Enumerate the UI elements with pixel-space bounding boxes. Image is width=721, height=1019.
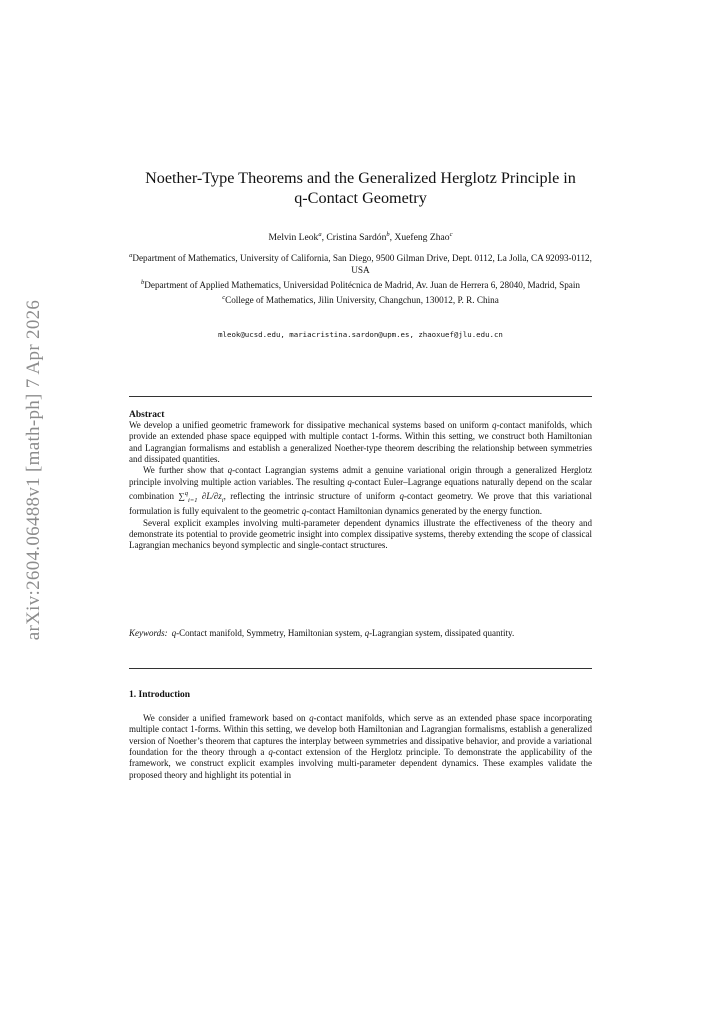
author-name: Cristina Sardón [326,232,387,244]
sum-formula: ∑$^q_{i=1}$ $\partial L/\partial z_i$ [178,490,224,504]
affiliations [129,250,592,306]
abstract-paragraph: We further show that q-contact Lagrangian systems admit a genuine variational origin through a generalized Herglotz principle involving multiple action variables. The resulting q-contact Euler–Lagrange equations naturally depend on the scalar combination ∑$^q_{i=1}$ $\partial L/\partial z_i$, reflecting the intrinsic structure of uniform q-contact geometry. We prove that this variational formulation is fully equivalent to the geometric q-contact Hamiltonian dynamics generated by the energy function. [129,465,593,517]
keywords: Keywords: q-Contact manifold, Symmetry, Hamiltonian system, q-Lagrangian system, dissipated quantity. [129,628,515,638]
author-name: Xuefeng Zhao [394,232,450,244]
affiliation-b: $^b$Department of Applied Mathematics, Universidad Politécnica de Madrid, Av. Juan de Herrera 6, 28040, Madrid, Spain [140,278,581,290]
introduction-body [129,713,592,781]
arxiv-id-text: arXiv:2604.06488v1 [math-ph] 7 Apr 2026 [23,299,44,641]
abstract-paragraph: Several explicit examples involving multi-parameter dependent dynamics illustrate the effectiveness of the theory and demonstrate its potential to provide geometric insight into complex dissipative systems, thereby extending the scope of classical Lagrangian mechanics beyond symplectic and single-contact structures. [129,517,592,551]
abstract-paragraph: We develop a unified geometric framework for dissipative mechanical systems based on uniform q-contact manifolds, which provide an extended phase space equipped with multiple contact 1-forms. Within this setting, we construct both Hamiltonian and Lagrangian formalisms and establish a generalized Noether-type theorem describing the relationship between symmetries and dissipated quantities. [129,420,592,465]
arxiv-identifier [18,290,50,650]
affiliation-c: $^c$College of Mathematics, Jilin University, Changchun, 130012, P. R. China [222,293,499,305]
intro-paragraph: We consider a unified framework based on q-contact manifolds, which serve as an extended phase space incorporating multiple contact 1-forms. Within this setting, we develop both Hamiltonian and Lagrangian formalisms, establish a generalized version of Noether’s theorem that captures the interplay between symmetries and dissipative behavior, and provide a variational foundation for the theory through a q-contact extension of the Herglotz principle. To demonstrate the applicability of the framework, we construct explicit examples involving multi-parameter dependent dynamics. These examples validate the proposed theory and highlight its potential in [129,713,593,780]
abstract-top-rule [129,396,592,397]
abstract-heading: Abstract [129,410,165,420]
author-emails: mleok@ucsd.edu, mariacristina.sardon@upm.es, zhaoxuef@jlu.edu.cn [218,330,503,339]
affiliation-a: $^a$Department of Mathematics, University of California, San Diego, 9500 Gilman Drive, Dept. 0112, La Jolla, CA 92093-0112, USA [129,252,592,275]
author-name: Melvin Leok [268,232,319,244]
abstract-bottom-rule [129,668,592,669]
abstract-body [129,420,592,552]
author-list: Melvin Leok$^a$, Cristina Sardón$^b$, Xuefeng Zhao$^c$ [268,231,453,244]
introduction-heading: 1. Introduction [129,690,191,700]
paper-title: Noether-Type Theorems and the Generalized Herglotz Principle in q-Contact Geometry [145,169,576,207]
